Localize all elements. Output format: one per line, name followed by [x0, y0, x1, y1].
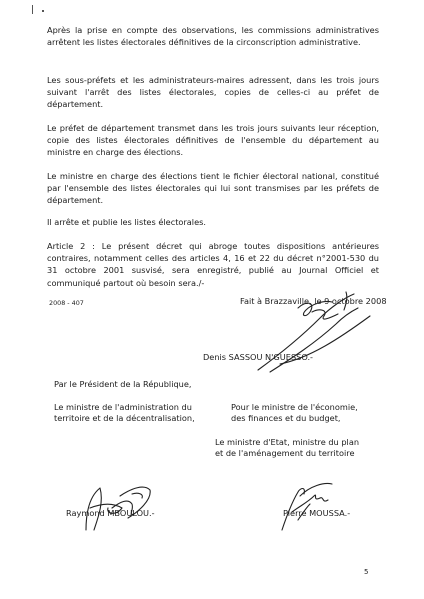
scan-speck [42, 10, 44, 12]
president-signature [250, 288, 380, 378]
minister-state-title-line1: Le ministre d'Etat, ministre du plan [215, 437, 360, 447]
minister-economy-title-line1: Pour le ministre de l'économie, [231, 402, 358, 412]
moussa-name: Pierre MOUSSA.- [283, 508, 351, 518]
minister-economy-title-line2: des finances et du budget, [231, 413, 341, 423]
paragraph-commissions: Après la prise en compte des observations, les commissions administratives arrêtent les listes électorales définitives de la circonscription administrative. [47, 25, 379, 48]
scan-speck [32, 5, 33, 14]
paragraph-ministre: Le ministre en charge des élections tient le fichier électoral national, constitué par l'ensemble des listes électorales qui lui sont transmises par les préfets de département. [47, 171, 379, 206]
decree-reference: 2008 - 407 [49, 299, 84, 307]
paragraph-publication: Il arrête et publie les listes électorales. [47, 217, 206, 227]
paragraph-prefet: Le préfet de département transmet dans les trois jours suivants leur réception, copie des listes électorales définitives de l'ensemble du département au ministre en charge des élections. [47, 123, 379, 158]
minister-administration-title-line1: Le ministre de l'administration du [54, 402, 192, 412]
place-date: Fait à Brazzaville, le 9 octobre 2008 [240, 296, 387, 306]
mboulou-name: Raymond MBOULOU.- [66, 508, 155, 518]
president-name: Denis SASSOU N'GUESSO.- [203, 352, 314, 362]
paragraph-sous-prefets: Les sous-préfets et les administrateurs-maires adressent, dans les trois jours suivant l'arrêt des listes électorales, copies de celles-ci au préfet de département. [47, 75, 379, 110]
page-number: 5 [364, 568, 369, 576]
article-2: Article 2 : Le présent décret qui abroge toutes dispositions antérieures contraires, notamment celles des articles 4, 16 et 22 du décret n°2001-530 du 31 octobre 2001 susvisé, sera enregistré, publié au Journal Officiel et communiqué partout où besoin sera./- [47, 241, 379, 288]
minister-state-title-line2: et de l'aménagement du territoire [215, 448, 355, 458]
by-president-label: Par le Président de la République, [54, 379, 192, 389]
minister-administration-title-line2: territoire et de la décentralisation, [54, 413, 195, 423]
